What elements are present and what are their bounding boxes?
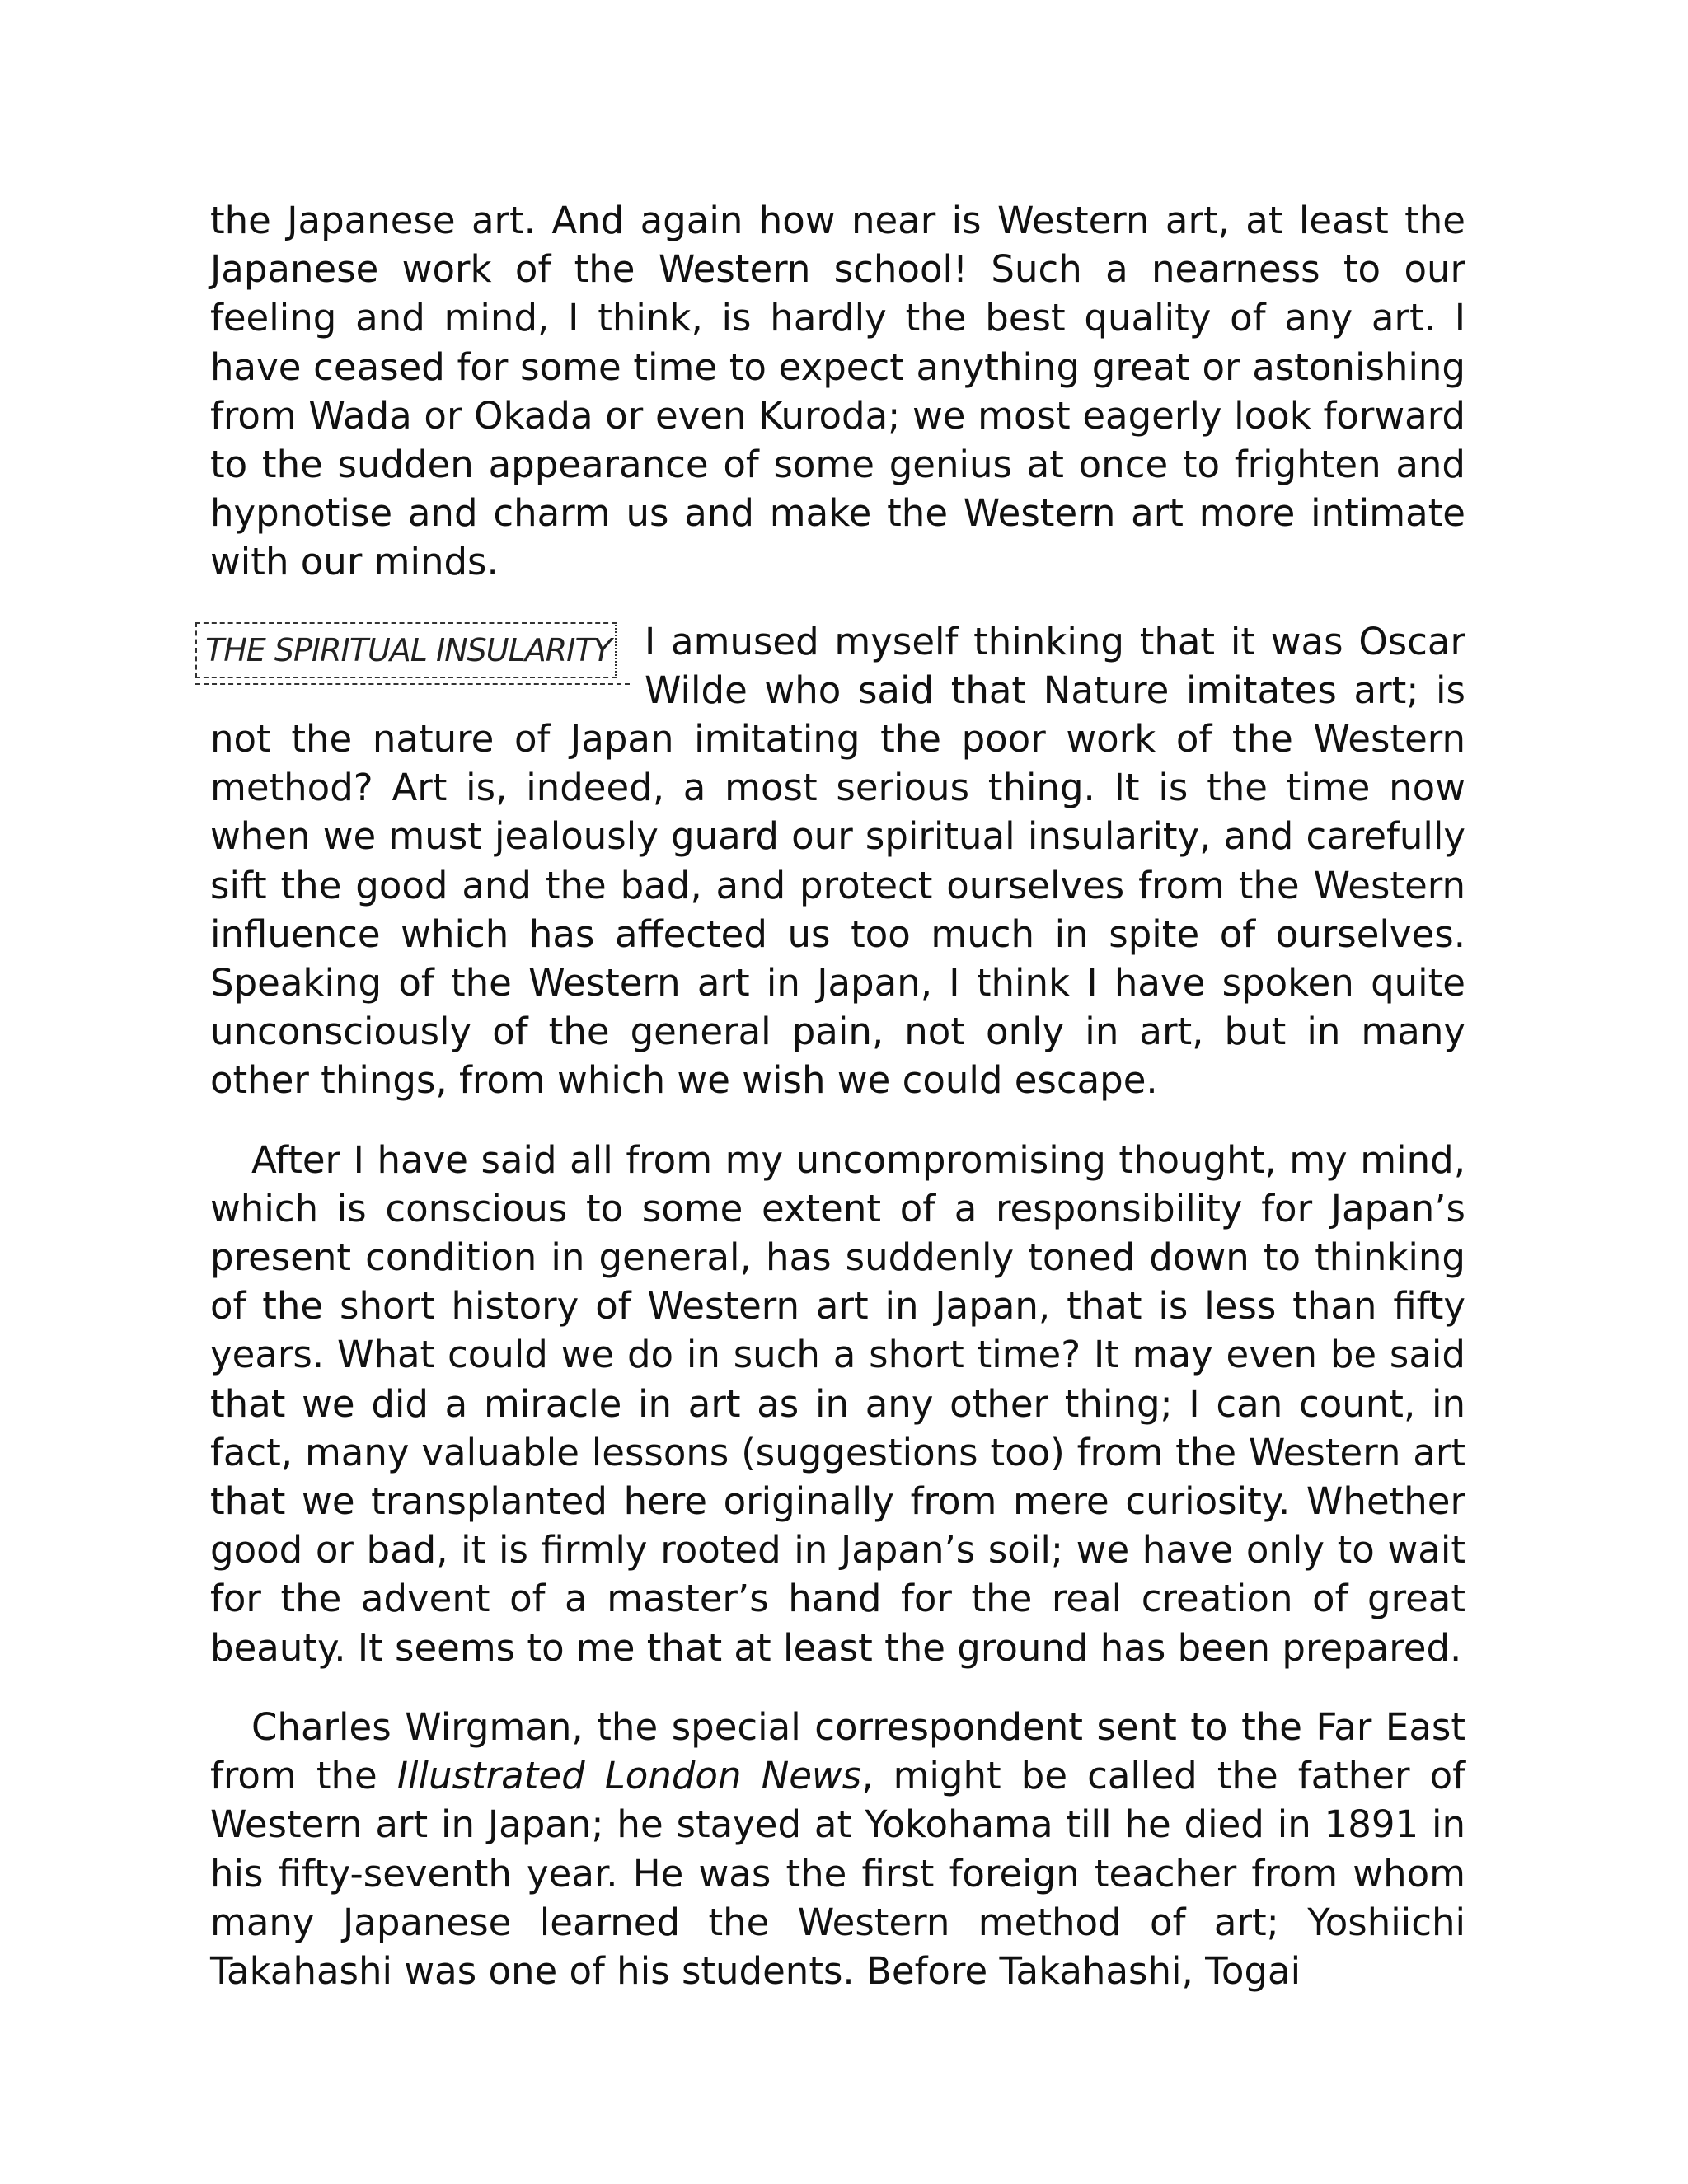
publication-title: Illustrated London News <box>396 1754 862 1798</box>
paragraph-4 <box>210 1703 1465 1995</box>
margin-note-rule <box>195 683 630 685</box>
paragraph-4-text-start: Charles Wirgman, the special correspondent sent to the Far East from the <box>210 1704 1465 1798</box>
paragraph-2-text: I amused myself thinking that it was Oscar Wilde who said that Nature imitates art; is not the nature of Japan imitating the poor work of the Western method? Art is, indeed, a most serious thing. It is the time now when we must jealously guard our spiritual insularity, and carefully sift the good and the bad, and protect ourselves from the Western influence which has affected us too much in spite of ourselves. Speaking of the Western art in Japan, I think I have spoken quite unconsciously of the general pain, not only in art, but in many other things, from which we wish we could escape. <box>210 619 1465 1103</box>
paragraph-1: the Japanese art. And again how near is Western art, at least the Japanese work of the Western school! Such a nearness to our feeling and mind, I think, is hardly the best quality of any art. I have ceased for some time to expect anything great or astonishing from Wada or Okada or even Kuroda; we most eagerly look forward to the sudden appearance of some genius at once to frighten and hypnotise and charm us and make the Western art more intimate with our minds. <box>210 199 1465 584</box>
paragraph-3: After I have said all from my uncompromising thought, my mind, which is conscious to some extent of a responsibility for Japan’s present condition in general, has suddenly toned down to thinking of the short history of Western art in Japan, that is less than fifty years. What could we do in such a short time? It may even be said that we did a miracle in art as in any other thing; I can count, in fact, many valuable lessons (suggestions too) from the Western art that we transplanted here originally from mere curiosity. Whether good or bad, it is firmly rooted in Japan’s soil; we have only to wait for the advent of a master’s hand for the real creation of great beauty. It seems to me that at least the ground has been prepared. <box>210 1137 1465 1670</box>
paragraph-4-text-end: , might be called the father of Western art in Japan; he stayed at Yokohama till he died in 1891 in his fifty-seventh year. He was the first foreign teacher from whom many Japanese learned the Western method of art; Yoshiichi Takahashi was one of his students. Before Takahashi, Togai <box>210 1754 1465 1993</box>
paragraph-2 <box>205 617 1465 1105</box>
margin-note <box>195 622 630 713</box>
body-text <box>205 196 1465 1995</box>
margin-note-label: THE SPIRITUAL INSULARITY <box>195 622 617 678</box>
